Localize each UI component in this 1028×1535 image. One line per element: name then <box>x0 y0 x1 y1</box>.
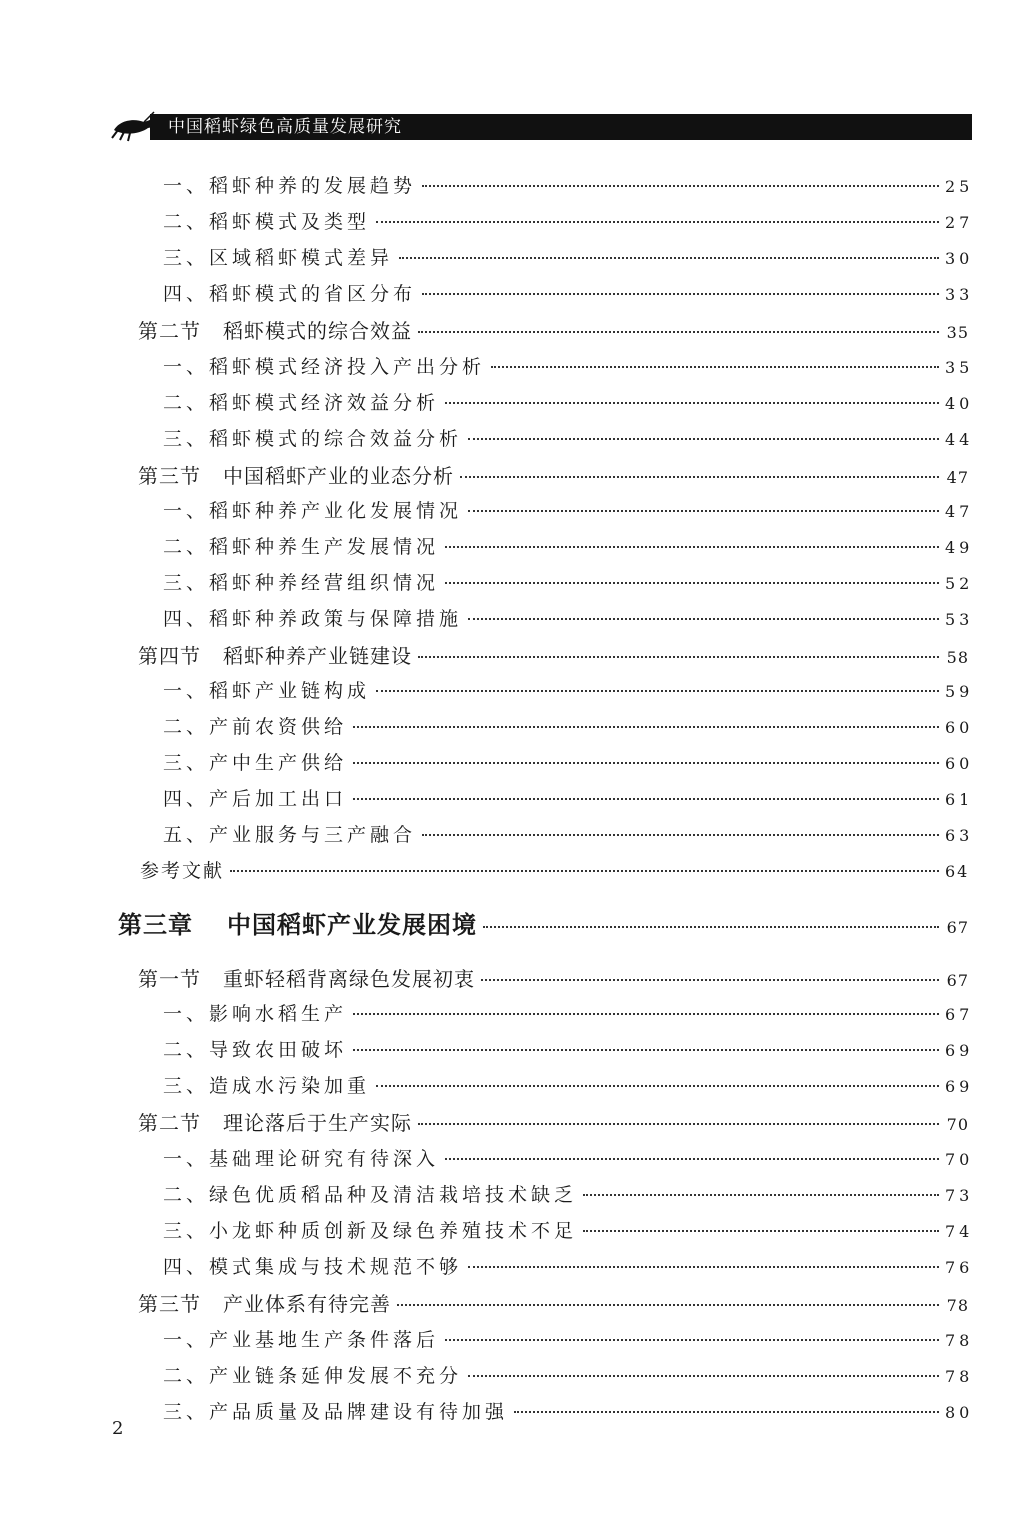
toc-item[interactable]: 四、稻虾模式的省区分布 33 <box>163 283 974 305</box>
page-number: 2 <box>112 1418 124 1439</box>
toc-item[interactable]: 三、稻虾种养经营组织情况 52 <box>163 572 974 594</box>
header-bar <box>150 114 972 140</box>
toc-section[interactable]: 第二节 理论落后于生产实际 70 <box>138 1111 969 1135</box>
toc-item[interactable]: 三、造成水污染加重 69 <box>163 1075 974 1097</box>
toc-item[interactable]: 一、产业基地生产条件落后 78 <box>163 1329 974 1351</box>
toc-chapter[interactable]: 第三章 中国稻虾产业发展困境 67 <box>118 911 969 939</box>
toc-item[interactable]: 一、稻虾种养产业化发展情况 47 <box>163 500 974 522</box>
toc-item[interactable]: 一、稻虾产业链构成 59 <box>163 680 974 702</box>
toc-section[interactable]: 第一节 重虾轻稻背离绿色发展初衷 67 <box>138 967 969 991</box>
toc-item[interactable]: 四、稻虾种养政策与保障措施 53 <box>163 608 974 630</box>
running-header <box>110 108 972 142</box>
toc-item[interactable]: 二、稻虾模式及类型 27 <box>163 211 974 233</box>
toc-item[interactable]: 三、稻虾模式的综合效益分析 44 <box>163 428 974 450</box>
toc-item[interactable]: 二、稻虾种养生产发展情况 49 <box>163 536 974 558</box>
toc-item[interactable]: 三、区域稻虾模式差异 30 <box>163 247 974 269</box>
toc-item[interactable]: 二、产前农资供给 60 <box>163 716 974 738</box>
toc-section[interactable]: 第四节 稻虾种养产业链建设 58 <box>138 644 969 668</box>
toc-item[interactable]: 一、稻虾模式经济投入产出分析 35 <box>163 356 974 378</box>
toc-item[interactable]: 二、导致农田破坏 69 <box>163 1039 974 1061</box>
toc-item[interactable]: 四、产后加工出口 61 <box>163 788 974 810</box>
toc-item[interactable]: 二、绿色优质稻品种及清洁栽培技术缺乏 73 <box>163 1184 974 1206</box>
toc-item[interactable]: 四、模式集成与技术规范不够 76 <box>163 1256 974 1278</box>
toc-item[interactable]: 二、产业链条延伸发展不充分 78 <box>163 1365 974 1387</box>
toc-item[interactable]: 五、产业服务与三产融合 63 <box>163 824 974 846</box>
toc-item[interactable]: 三、小龙虾种质创新及绿色养殖技术不足 74 <box>163 1220 974 1242</box>
toc-section[interactable]: 第三节 产业体系有待完善 78 <box>138 1292 969 1316</box>
toc-item[interactable]: 三、产品质量及品牌建设有待加强 80 <box>163 1401 974 1423</box>
toc-item[interactable]: 三、产中生产供给 60 <box>163 752 974 774</box>
toc-section[interactable]: 第三节 中国稻虾产业的业态分析 47 <box>138 464 969 488</box>
toc-item[interactable]: 一、基础理论研究有待深入 70 <box>163 1148 974 1170</box>
toc-item[interactable]: 二、稻虾模式经济效益分析 40 <box>163 392 974 414</box>
toc-section[interactable]: 第二节 稻虾模式的综合效益 35 <box>138 319 969 343</box>
toc-item[interactable]: 一、稻虾种养的发展趋势 25 <box>163 175 974 197</box>
book-title: 中国稻虾绿色高质量发展研究 <box>168 117 402 137</box>
toc-references[interactable]: 参考文献 64 <box>140 860 970 882</box>
toc-item[interactable]: 一、影响水稻生产 67 <box>163 1003 974 1025</box>
